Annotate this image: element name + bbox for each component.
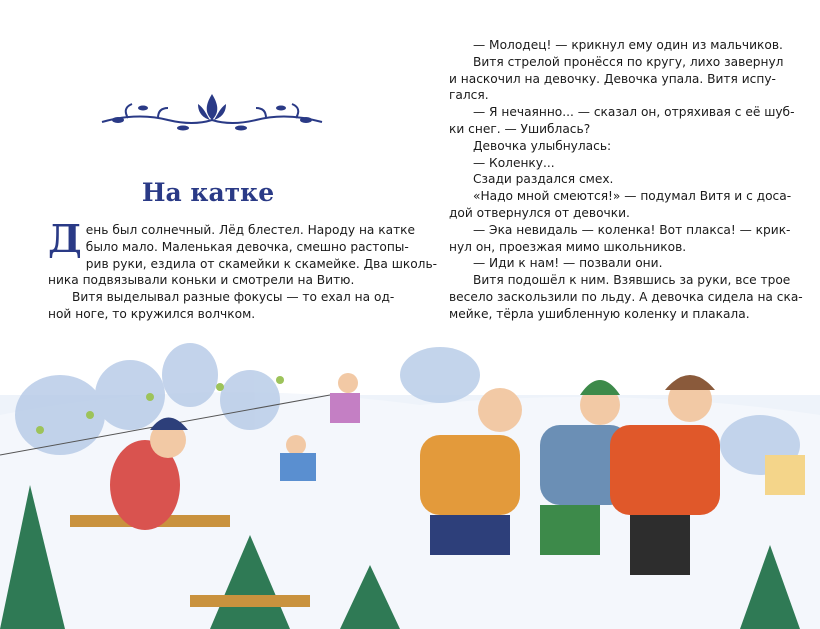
- text-line: и наскочил на девочку. Девочка упала. Витя испу-: [449, 71, 776, 86]
- text-line: мейке, тёрла ушибленную коленку и плакала.: [449, 306, 750, 321]
- text-line: Витя выделывал разные фокусы — то ехал на од-: [72, 290, 395, 305]
- left-page-text: [48, 216, 438, 323]
- text-line: ника подвязывали коньки и смотрели на Витю.: [48, 273, 355, 288]
- text-line: нул он, проезжая мимо школьников.: [449, 239, 687, 254]
- floral-ornament-icon: [98, 92, 326, 136]
- text-line: — Молодец! — крикнул ему один из мальчиков.: [473, 38, 783, 52]
- text-line: — Иди к нам! — позвали они.: [473, 256, 663, 271]
- chapter-title: На катке: [141, 178, 275, 207]
- text-line: дой отвернулся от девочки.: [449, 205, 630, 220]
- text-line: ень был солнечный. Лёд блестел. Народу на катке: [85, 223, 416, 237]
- text-line: — Эка невидаль — коленка! Вот плакса! — крик-: [473, 222, 791, 237]
- text-line: рив руки, ездила от скамейки к скамейке. Два школь-: [85, 256, 438, 271]
- text-line: ной ноге, то кружился волчком.: [48, 306, 256, 321]
- text-line: «Надо мной смеются!» — подумал Витя и с доса-: [473, 189, 792, 204]
- text-line: Девочка улыбнулась:: [473, 138, 612, 153]
- skating-rink-illustration: [0, 335, 820, 629]
- text-line: гался.: [449, 88, 489, 103]
- text-line: — Коленку...: [473, 155, 555, 170]
- text-line: ки снег. — Ушиблась?: [449, 121, 591, 136]
- right-page-text: [449, 37, 803, 323]
- text-line: Витя подошёл к ним. Взявшись за руки, все трое: [473, 273, 791, 288]
- text-line: Сзади раздался смех.: [473, 172, 614, 187]
- text-line: — Я нечаянно... — сказал он, отряхивая с её шуб-: [473, 105, 795, 120]
- text-line: весело заскользили по льду. А девочка сидела на ска-: [449, 289, 803, 304]
- text-line: было мало. Маленькая девочка, смешно растопы-: [85, 239, 409, 254]
- text-line: Витя стрелой пронёсся по кругу, лихо завернул: [473, 54, 784, 69]
- drop-cap: Д: [48, 216, 82, 261]
